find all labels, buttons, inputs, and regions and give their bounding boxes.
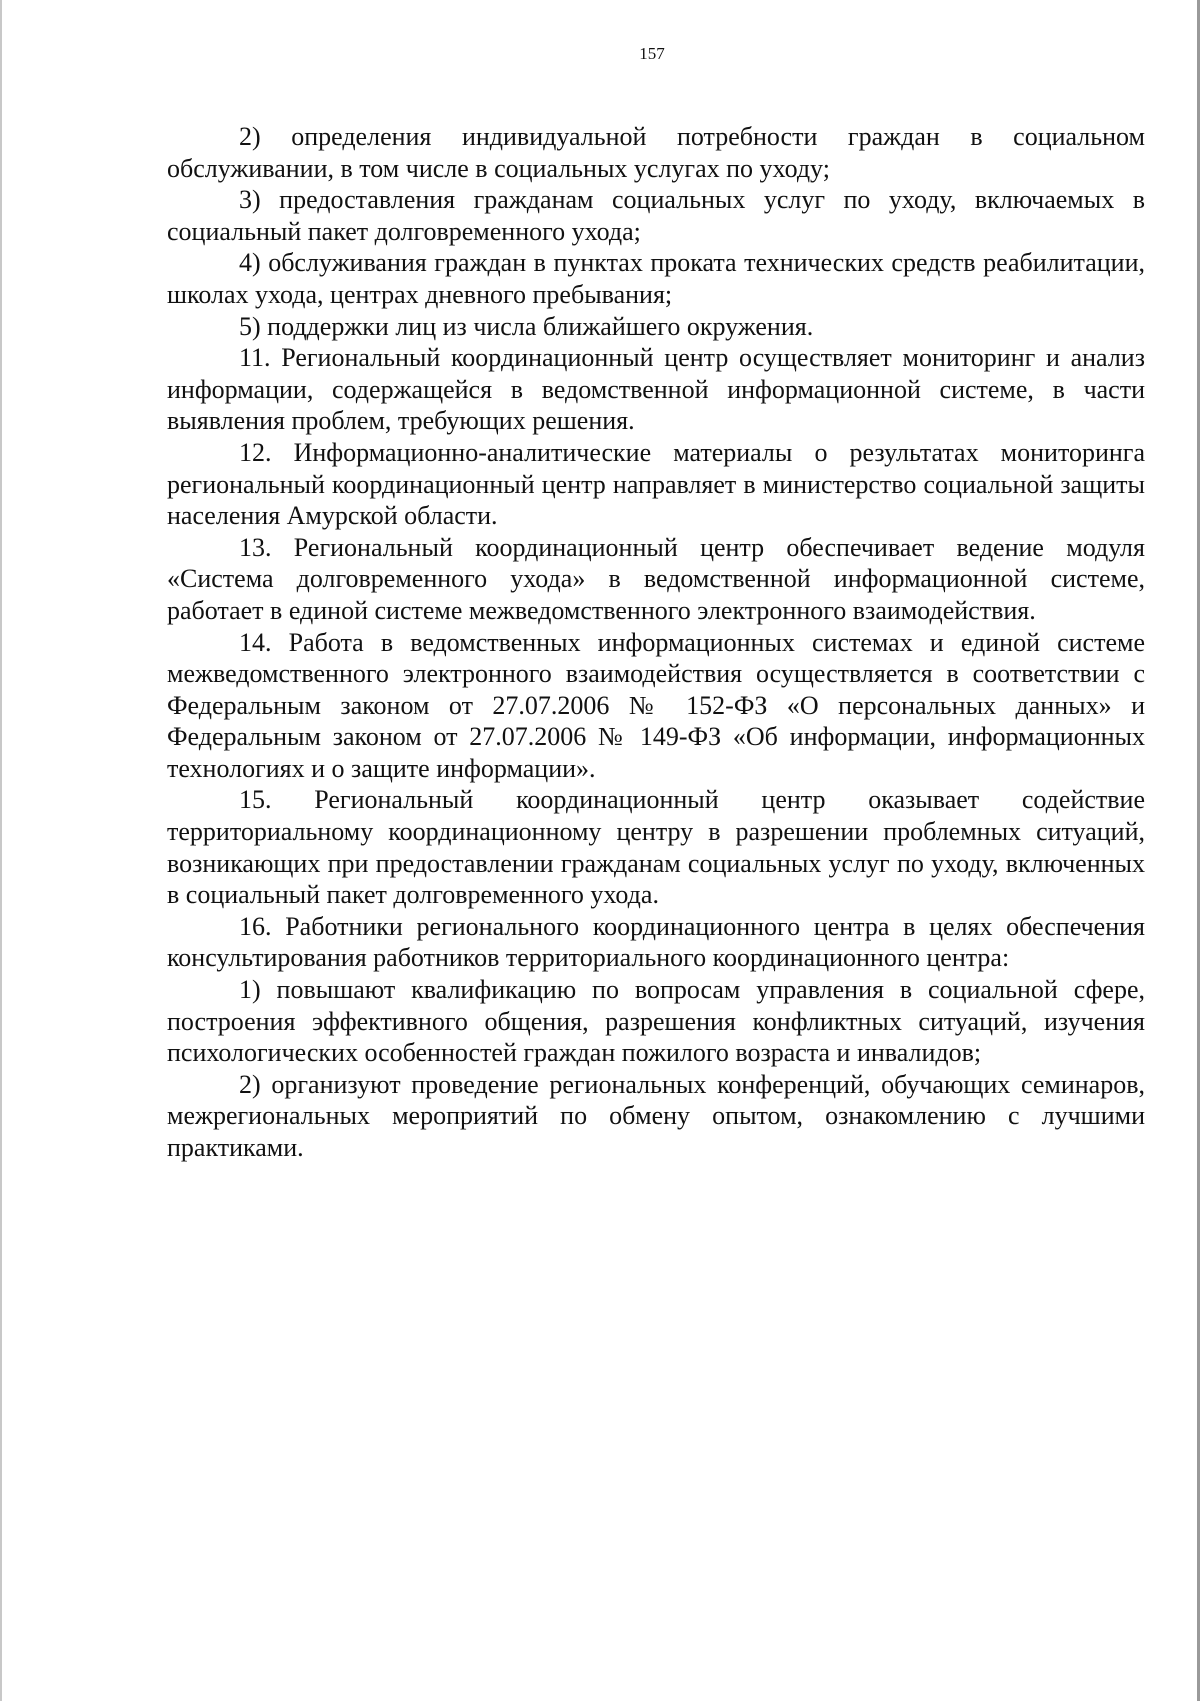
paragraph-item-4-rental-points: 4) обслуживания граждан в пунктах проката технических средств реабилитации, школах ухода, центрах дневного пребывания; — [167, 248, 1145, 309]
document-body — [167, 121, 1145, 1164]
paragraph-clause-16: 16. Работники регионального координационного центра в целях обеспечения консультирования работников территориального координационного центра: — [167, 911, 1145, 973]
paragraph-subitem-1-qualification: 1) повышают квалификацию по вопросам управления в социальной сфере, построения эффективного общения, разрешения конфликтных ситуаций, изучения психологических особенностей граждан пожилого возраста и инвалидов; — [167, 975, 1145, 1068]
paragraph-subitem-2-conferences: 2) организуют проведение региональных конференций, обучающих семинаров, межрегиональных мероприятий по обмену опытом, ознакомлению с лучшими практиками. — [167, 1069, 1145, 1162]
paragraph-item-3-services: 3) предоставления гражданам социальных услуг по уходу, включаемых в социальный пакет долговременного ухода; — [167, 185, 1145, 246]
paragraph-clause-14: 14. Работа в ведомственных информационных системах и единой системе межведомственного электронного взаимодействия осуществляется в соответствии с Федеральным законом от 27.07.2006 № 152-ФЗ «О персональных данных» и Федеральным законом от 27.07.2006 № 149-ФЗ «Об информации, информационных технологиях и о защите информации». — [167, 627, 1145, 783]
paragraph-clause-15: 15. Региональный координационный центр оказывает содействие территориальному координационному центру в разрешении проблемных ситуаций, возникающих при предоставлении гражданам социальных услуг по уходу, включенных в социальный пакет долговременного ухода. — [167, 785, 1145, 910]
paragraph-item-5-support: 5) поддержки лиц из числа ближайшего окружения. — [239, 311, 814, 341]
paragraph-clause-12: 12. Информационно-аналитические материалы о результатах мониторинга региональный координационный центр направляет в министерство социальной защиты населения Амурской области. — [167, 437, 1145, 531]
paragraph-item-2-assessment: 2) определения индивидуальной потребности граждан в социальном обслуживании, в том числе в социальных услугах по уходу; — [167, 122, 1145, 183]
page-number: 157 — [639, 44, 665, 63]
paragraph-clause-11: 11. Региональный координационный центр осуществляет мониторинг и анализ информации, содержащейся в ведомственной информационной системе, в части выявления проблем, требующих решения. — [167, 343, 1145, 436]
paragraph-clause-13: 13. Региональный координационный центр обеспечивает ведение модуля «Система долговременного ухода» в ведомственной информационной системе, работает в единой системе межведомственного электронного взаимодействия. — [167, 532, 1145, 625]
scan-edge-left — [0, 0, 2, 1701]
